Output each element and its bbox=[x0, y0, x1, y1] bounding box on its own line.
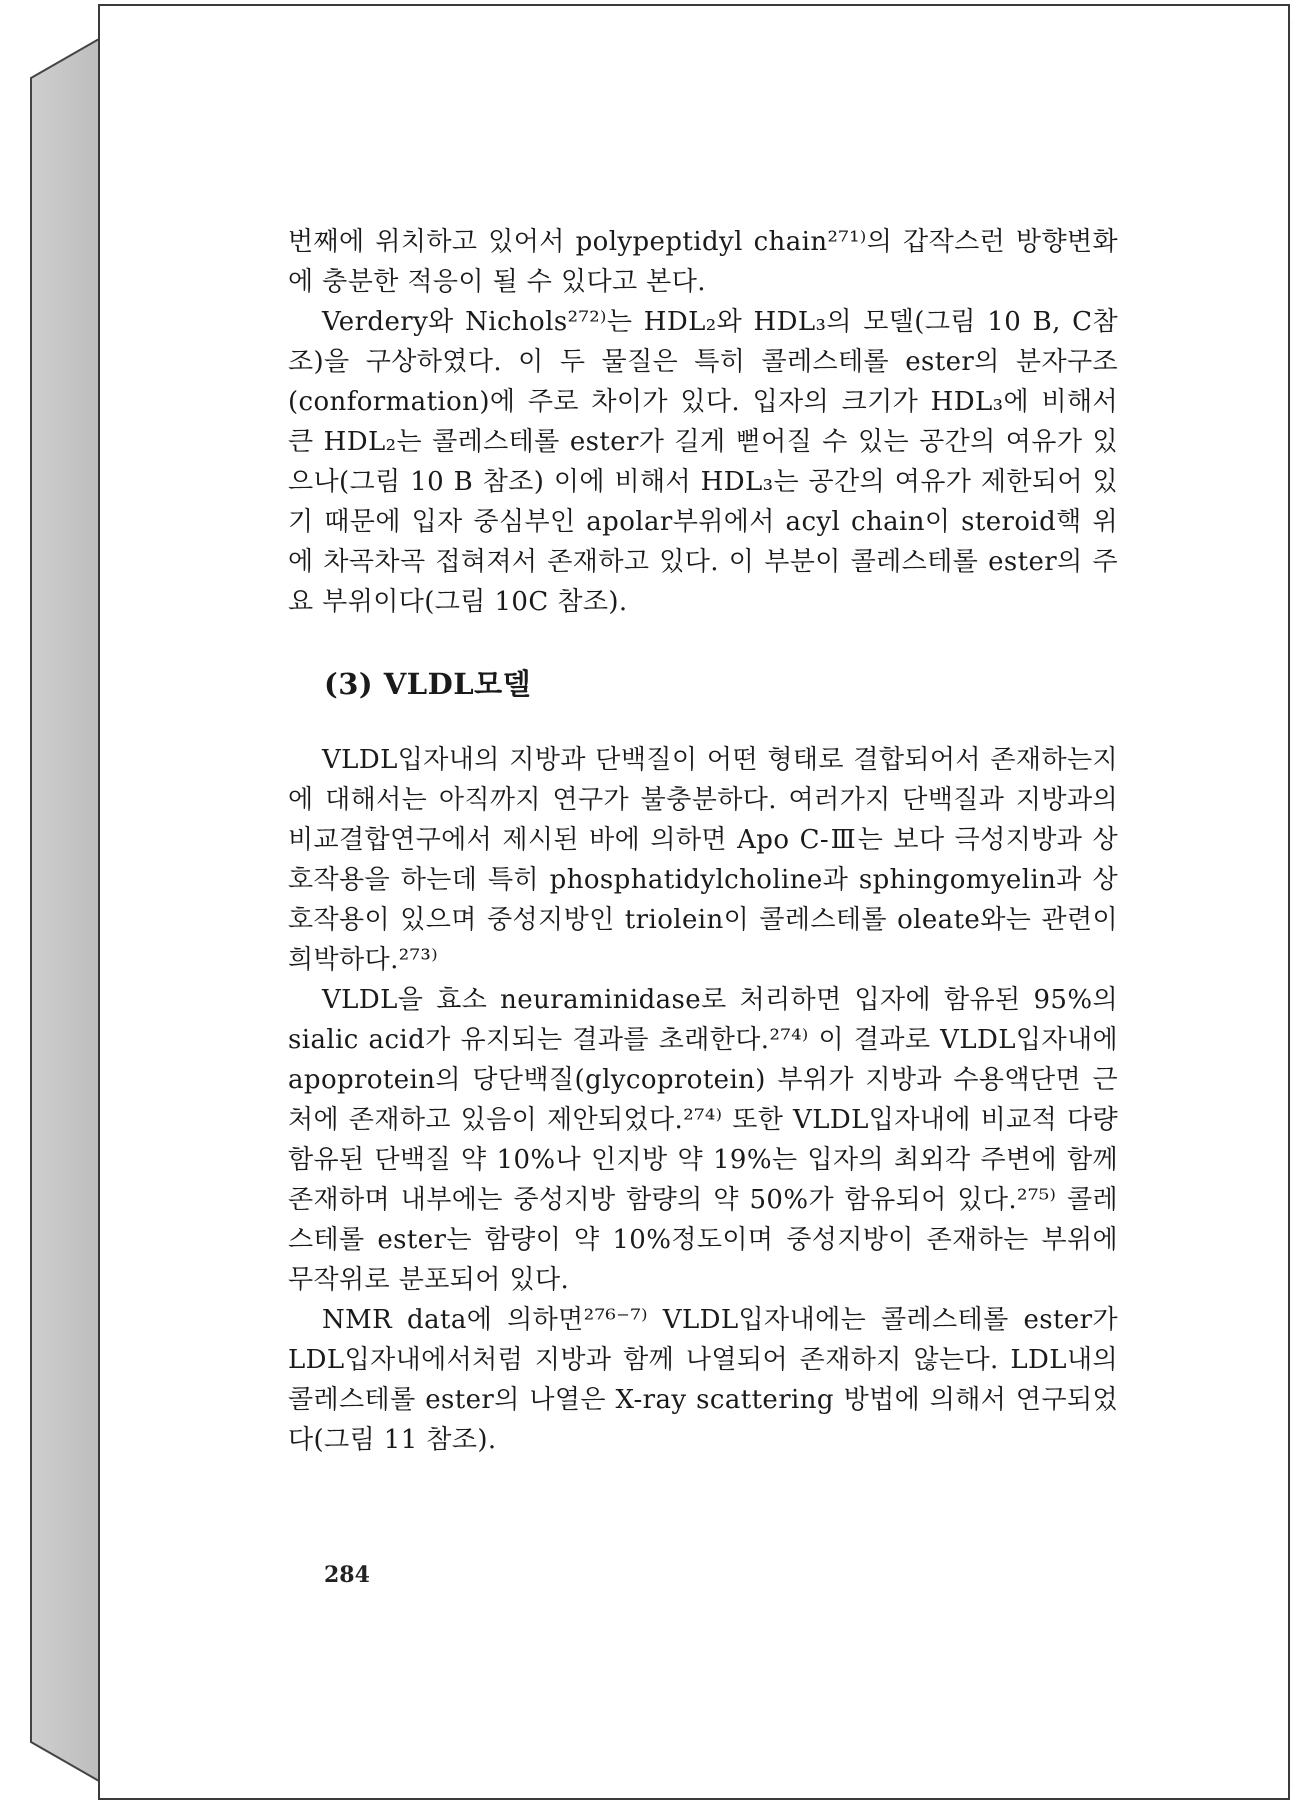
page-number: 284 bbox=[324, 1562, 370, 1588]
paragraph: VLDL입자내의 지방과 단백질이 어떤 형태로 결합되어서 존재하는지에 대해서는 아직까지 연구가 불충분하다. 여러가지 단백질과 지방과의 비교결합연구에서 제시된 바에 의하면 Apo C-Ⅲ는 보다 극성지방과 상호작용을 하는데 특히 phosphatidylcholine과 sphingomyelin과 상호작용이 있으며 중성지방인 triolein이 콜레스테롤 oleate와는 관련이 희박하다.²⁷³⁾ bbox=[288, 745, 1118, 975]
paragraph: VLDL을 효소 neuraminidase로 처리하면 입자에 함유된 95%의 sialic acid가 유지되는 결과를 초래한다.²⁷⁴⁾ 이 결과로 VLDL입자내에 apoprotein의 당단백질(glycoprotein) 부위가 지방과 수용액단면 근처에 존재하고 있음이 제안되었다.²⁷⁴⁾ 또한 VLDL입자내에 비교적 다량 함유된 단백질 약 10%나 인지방 약 19%는 입자의 최외각 주변에 함께 존재하며 내부에는 중성지방 함량의 약 50%가 함유되어 있다.²⁷⁵⁾ 콜레스테롤 ester는 함량이 약 10%정도이며 중성지방이 존재하는 부위에 무작위로 분포되어 있다. bbox=[288, 985, 1118, 1295]
book-spine bbox=[30, 38, 100, 1782]
page-content bbox=[288, 222, 1118, 1460]
section-heading: (3) VLDL모델 bbox=[324, 667, 532, 701]
paragraph: 번째에 위치하고 있어서 polypeptidyl chain²⁷¹⁾의 갑작스런 방향변화에 충분한 적응이 될 수 있다고 본다. bbox=[288, 227, 1118, 297]
paragraph: Verdery와 Nichols²⁷²⁾는 HDL₂와 HDL₃의 모델(그림 10 B, C참조)을 구상하였다. 이 두 물질은 특히 콜레스테롤 ester의 분자구조(conformation)에 주로 차이가 있다. 입자의 크기가 HDL₃에 비해서 큰 HDL₂는 콜레스테롤 ester가 길게 뻗어질 수 있는 공간의 여유가 있으나(그림 10 B 참조) 이에 비해서 HDL₃는 공간의 여유가 제한되어 있기 때문에 입자 중심부인 apolar부위에서 acyl chain이 steroid핵 위에 차곡차곡 접혀져서 존재하고 있다. 이 부분이 콜레스테롤 ester의 주요 부위이다(그림 10C 참조). bbox=[288, 307, 1118, 617]
paragraph: NMR data에 의하면²⁷⁶⁻⁷⁾ VLDL입자내에는 콜레스테롤 ester가 LDL입자내에서처럼 지방과 함께 나열되어 존재하지 않는다. LDL내의 콜레스테롤 ester의 나열은 X-ray scattering 방법에 의해서 연구되었다(그림 11 참조). bbox=[288, 1305, 1118, 1455]
